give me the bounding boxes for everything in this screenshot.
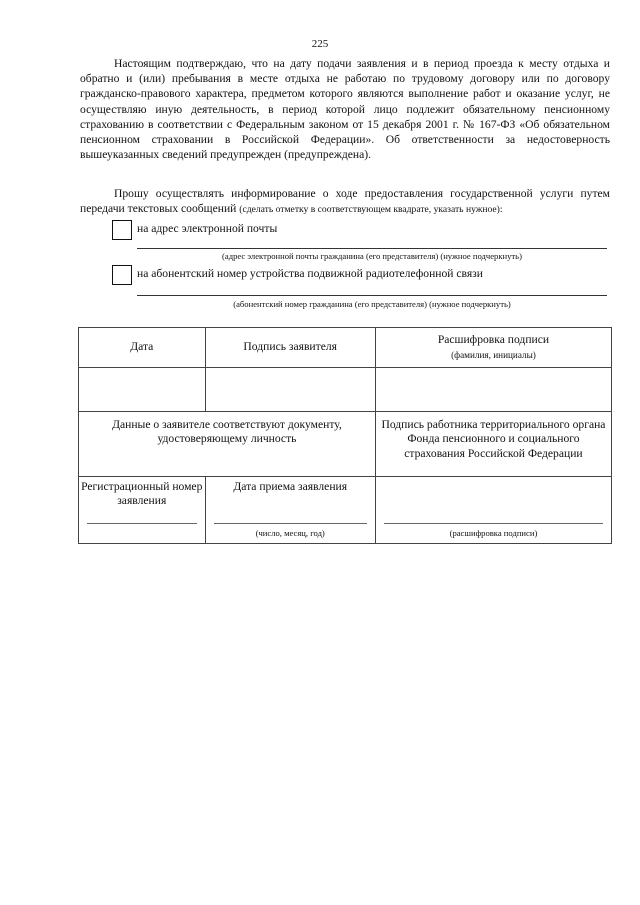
confirmation-paragraph: Настоящим подтверждаю, что на дату подачи заявления и в период проезда к месту отдыха и обратно и (или) пребывания в месте отдыха не работаю по трудовому договору или по договору гражданско-правового характера, предметом которого являются выполнение работ и оказание услуг, не осуществляю иную деятельность, в период которой лицо подлежит обязательному пенсионному страхованию в соответствии с Федеральным законом от 15 декабря 2001 г. № 167-ФЗ «Об обязательном пенсионном страховании в Российской Федерации». Об ответственности за недостоверность вышеуказанных сведений предупрежден (предупреждена). xyxy=(80,57,610,162)
receipt-date-label: Дата приема заявления xyxy=(233,480,348,493)
email-checkbox[interactable] xyxy=(112,220,132,240)
table-header-row xyxy=(79,328,612,368)
date-header: Дата xyxy=(79,328,206,368)
inform-request-note: (сделать отметку в соответствующем квадрате, указать нужное): xyxy=(239,204,503,216)
table-registration-row xyxy=(79,477,612,544)
applicant-data-match: Данные о заявителе соответствуют документу, удостоверяющему личность xyxy=(79,412,376,477)
decryption-cell[interactable] xyxy=(375,368,611,412)
receipt-date-hint: (число, месяц, год) xyxy=(255,528,325,538)
phone-option-hint: (абонентский номер гражданина (его представителя) (нужное подчеркнуть) xyxy=(233,299,511,309)
registration-number-cell[interactable] xyxy=(79,477,206,544)
inform-request-text: Прошу осуществлять информирование о ходе предоставления государственной услуги путем передачи текстовых сообщений xyxy=(80,187,610,216)
signature-decryption-hint: (расшифровка подписи) xyxy=(449,528,538,538)
employee-signature-label: Подпись работника территориального органа Фонда пенсионного и социального страхования Российской Федерации xyxy=(375,412,611,477)
date-cell[interactable] xyxy=(79,368,206,412)
employee-signature-cell[interactable] xyxy=(375,477,611,544)
table-verification-row xyxy=(79,412,612,477)
email-option-label: на адрес электронной почты xyxy=(137,222,278,235)
phone-option-label: на абонентский номер устройства подвижной радиотелефонной связи xyxy=(137,267,483,280)
applicant-signature-cell[interactable] xyxy=(205,368,375,412)
inform-request-paragraph xyxy=(80,186,610,217)
phone-input-line[interactable] xyxy=(137,295,607,296)
phone-checkbox[interactable] xyxy=(112,265,132,285)
signature-header: Подпись заявителя xyxy=(205,328,375,368)
decryption-header-label: Расшифровка подписи xyxy=(437,333,550,346)
receipt-date-cell[interactable] xyxy=(205,477,375,544)
employee-signature-line xyxy=(384,523,603,524)
receipt-date-line xyxy=(214,523,367,524)
decryption-header-sub: (фамилия, инициалы) xyxy=(451,350,536,361)
decryption-header xyxy=(375,328,611,368)
email-input-line[interactable] xyxy=(137,248,607,249)
email-option-hint: (адрес электронной почты гражданина (его представителя) (нужное подчеркнуть) xyxy=(222,251,522,261)
registration-number-label: Регистрационный номер заявления xyxy=(81,480,203,508)
page-number: 225 xyxy=(311,38,329,50)
table-signature-row xyxy=(79,368,612,412)
signature-table xyxy=(78,327,612,544)
registration-number-line xyxy=(87,523,197,524)
